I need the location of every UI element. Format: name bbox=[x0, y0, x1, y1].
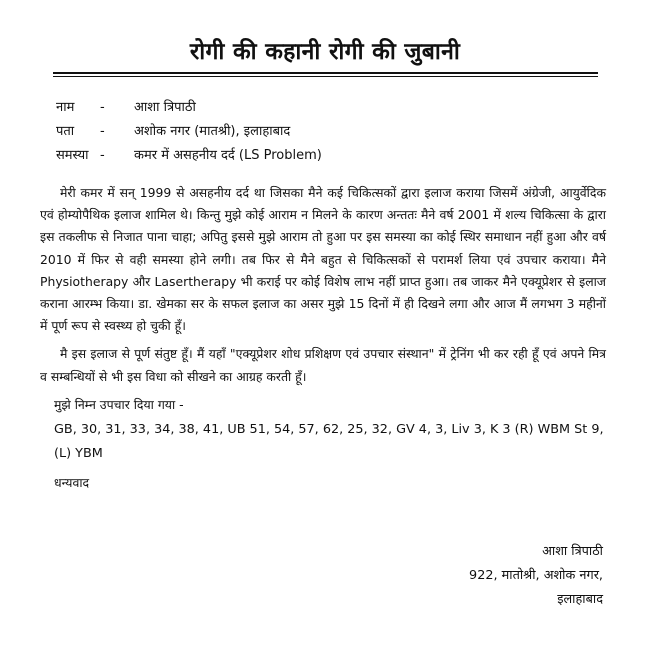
signature-city: इलाहाबाद bbox=[557, 592, 603, 607]
paragraph-satisfaction: मै इस इलाज से पूर्ण संतुष्ट हूँ। मैं यहाँ "एक्यूप्रेशर शोध प्रशिक्षण एवं उपचार संस्थान" में ट्रेनिंग भी कर रही हूँ एवं अपने मित्र व सम्बन्धियों से भी इस विधा को सीखने का आग्रह करती हूँ। bbox=[40, 346, 606, 384]
info-value: अशोक नगर (मातश्री), इलाहाबाद bbox=[134, 124, 291, 139]
info-label: नाम bbox=[56, 100, 75, 115]
signature-address: 922, मातोश्री, अशोक नगर, bbox=[469, 568, 603, 583]
treatment-codes: GB, 30, 31, 33, 34, 38, 41, UB 51, 54, 57, 62, 25, 32, GV 4, 3, Liv 3, K 3 (R) WBM St 9, (L) YBM bbox=[54, 421, 604, 461]
treatment-intro: मुझे निम्न उपचार दिया गया - bbox=[54, 396, 184, 412]
info-dash: - bbox=[100, 148, 105, 163]
page-title: रोगी की कहानी रोगी की जुबानी bbox=[189, 39, 461, 65]
info-value: आशा त्रिपाठी bbox=[134, 100, 196, 115]
signature-block bbox=[469, 540, 603, 612]
title-underline-thin bbox=[53, 76, 598, 77]
info-dash: - bbox=[100, 100, 105, 115]
info-label: समस्या bbox=[56, 148, 89, 163]
thanks-text: धन्यवाद bbox=[54, 474, 90, 490]
paragraph-story: मेरी कमर में सन् 1999 से असहनीय दर्द था जिसका मैने कई चिकित्सकों द्वारा इलाज कराया जिसमें अंग्रेजी, आयुर्वेदिक एवं होम्योपैथिक इलाज शामिल थे। किन्तु मुझे कोई आराम न मिलने के कारण अन्ततः मैने वर्ष 2001 में शल्य चिकित्सा के द्वारा इस तकलीफ से निजात पाना चाहा; अपितु इससे मुझे आराम तो हुआ पर इस समस्या का कोई स्थिर समाधान नहीं हुआ और वर्ष 2010 में फिर से वही समस्या होने लगी। तब फिर से मैने बहुत से चिकित्सकों से परामर्श लिया एवं उपचार कराया। मैने Physiotherapy और Lasertherapy भी कराई पर कोई विशेष लाभ नहीं प्राप्त हुआ। तब जाकर मैने एक्यूप्रेशर से इलाज कराना आरम्भ किया। डा. खेमका सर के सफल इलाज का असर मुझे 15 दिनों में ही दिखने लगा और आज मैं लगभग 3 महीनों में पूर्ण रूप से स्वस्थ्य हो चुकी हूँ। bbox=[40, 185, 606, 334]
info-value: कमर में असहनीय दर्द (LS Problem) bbox=[134, 148, 322, 163]
info-label: पता bbox=[56, 124, 75, 139]
title-underline-thick bbox=[53, 72, 598, 74]
testimonial-body bbox=[40, 182, 606, 494]
signature-name: आशा त्रिपाठी bbox=[542, 544, 603, 559]
info-dash: - bbox=[100, 124, 105, 139]
